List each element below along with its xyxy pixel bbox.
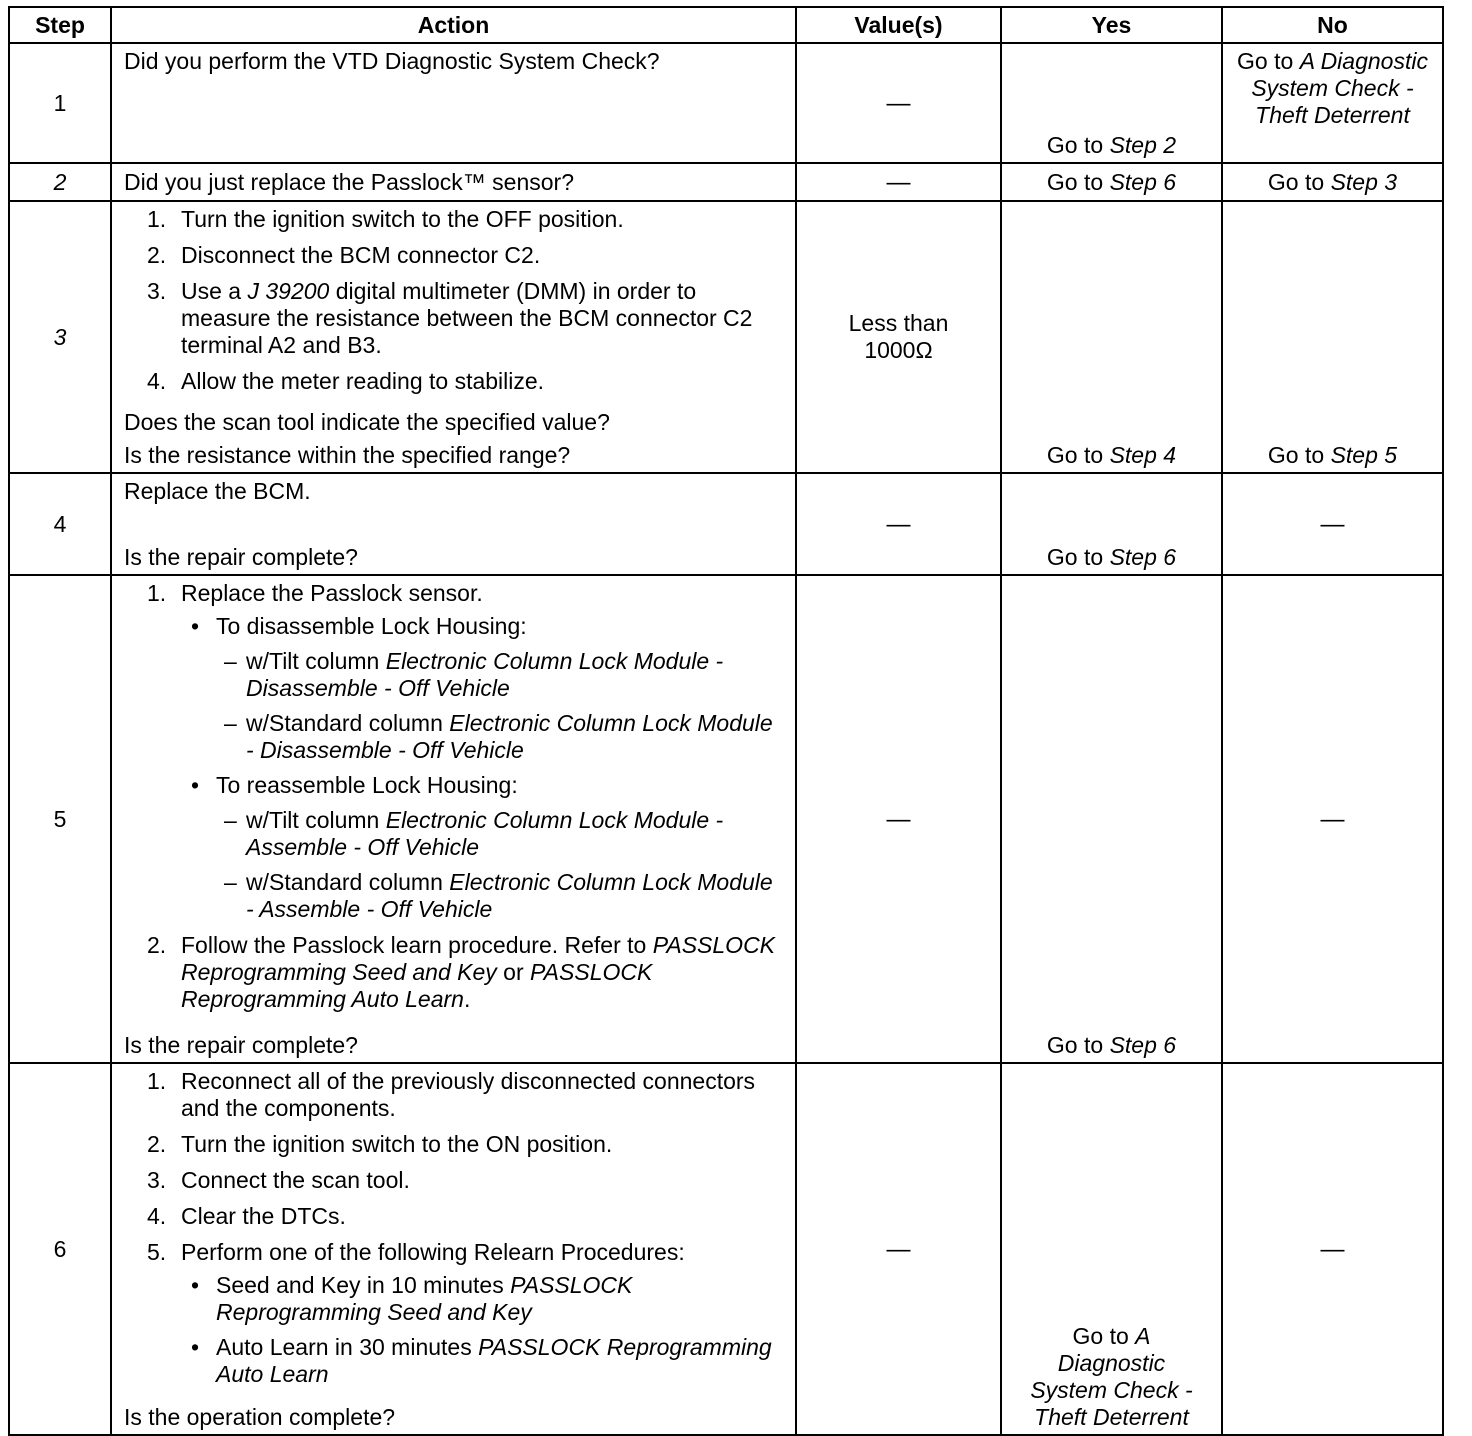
yes-prefix: Go to bbox=[1046, 442, 1110, 468]
step-number-text: 2 bbox=[53, 168, 67, 195]
value-cell bbox=[796, 43, 1001, 163]
table-header-row bbox=[9, 7, 1443, 43]
no-text: — bbox=[1320, 510, 1345, 538]
list-item: 2. Turn the ignition switch to the ON position. bbox=[147, 1131, 613, 1157]
value-cell bbox=[796, 1063, 1001, 1435]
value-text: — bbox=[886, 168, 911, 196]
action-question: Is the repair complete? bbox=[124, 1032, 358, 1058]
action-question: Is the repair complete? bbox=[124, 544, 358, 570]
table-row bbox=[9, 163, 1443, 201]
list-item: 3. Connect the scan tool. bbox=[147, 1167, 410, 1193]
list-item: • Seed and Key in 10 minutes PASSLOCK Reprogramming Seed and Key bbox=[191, 1272, 633, 1325]
header-step: Step bbox=[9, 7, 111, 43]
procedure-link[interactable]: PASSLOCK Reprogramming Seed and Key bbox=[216, 1272, 633, 1325]
value-text: — bbox=[886, 805, 911, 833]
step-6-instructions bbox=[124, 1068, 785, 1397]
action-question: Did you just replace the Passlock™ sensor? bbox=[124, 168, 574, 195]
yes-cell bbox=[1001, 473, 1222, 575]
list-item: • Auto Learn in 30 minutes PASSLOCK Reprogramming Auto Learn bbox=[191, 1334, 772, 1387]
step-number: 6 bbox=[9, 1063, 111, 1435]
yes-prefix: Go to bbox=[1046, 1032, 1110, 1058]
action-question: Does the scan tool indicate the specified value? bbox=[124, 409, 610, 435]
yes-cell bbox=[1001, 1063, 1222, 1435]
no-link[interactable]: A Diagnostic System Check - Theft Deterrent bbox=[1251, 48, 1428, 128]
diagnostic-table bbox=[8, 6, 1444, 1436]
value-cell bbox=[796, 201, 1001, 473]
yes-cell bbox=[1001, 43, 1222, 163]
action-instruction: Replace the BCM. bbox=[124, 478, 311, 504]
list-item: 1. Reconnect all of the previously disconnected connectors and the components. bbox=[147, 1068, 756, 1121]
no-prefix: Go to bbox=[1267, 168, 1331, 195]
value-text: — bbox=[886, 89, 911, 117]
yes-link[interactable]: Step 6 bbox=[1109, 1032, 1177, 1058]
list-item: 4. Clear the DTCs. bbox=[147, 1203, 346, 1229]
yes-link[interactable]: Step 2 bbox=[1109, 132, 1177, 158]
yes-prefix: Go to bbox=[1072, 1323, 1136, 1349]
step-5-instructions bbox=[124, 580, 785, 1022]
list-item: • To disassemble Lock Housing: – w/Tilt column Electronic Column Lock Module - Disassemble - Off Vehicle – w/Standard column Electronic Column Lock Module - Disassemble - Off Vehicle bbox=[181, 613, 785, 764]
list-item: 3. Use a J 39200 digital multimeter (DMM) in order to measure the resistance between the BCM connector C2 terminal A2 and B3. bbox=[147, 278, 753, 358]
step-number: 1 bbox=[9, 43, 111, 163]
list-item: – w/Standard column Electronic Column Lock Module - Disassemble - Off Vehicle bbox=[224, 710, 773, 763]
no-prefix: Go to bbox=[1267, 442, 1331, 468]
list-item: – w/Standard column Electronic Column Lock Module - Assemble - Off Vehicle bbox=[224, 869, 773, 922]
procedure-link[interactable]: Electronic Column Lock Module - Disassemble - Off Vehicle bbox=[246, 710, 773, 763]
list-item: 4. Allow the meter reading to stabilize. bbox=[147, 368, 545, 394]
procedure-link[interactable]: Electronic Column Lock Module - Disassemble - Off Vehicle bbox=[246, 648, 724, 701]
no-link[interactable]: Step 3 bbox=[1330, 168, 1398, 195]
action-cell bbox=[111, 1063, 796, 1435]
procedure-link[interactable]: PASSLOCK Reprogramming Auto Learn bbox=[181, 959, 653, 1012]
list-item: – w/Tilt column Electronic Column Lock Module - Disassemble - Off Vehicle bbox=[224, 648, 724, 701]
list-item: 1. Replace the Passlock sensor. • To disassemble Lock Housing: – w/Tilt column Electronic Column Lock Module - Disassemble - Off Vehicle – w/Standard column Electronic Column Lock Module - Disassemble - Off Vehicle • To reassemble Lock Housing: – w/Tilt column Electronic Column Lock Module - Assemble - Off Vehicle – w/Standard column Electronic Column Lock Module - Assemble - Off Vehicle bbox=[124, 580, 785, 923]
yes-cell bbox=[1001, 575, 1222, 1063]
action-question: Is the operation complete? bbox=[124, 1404, 396, 1430]
list-item: 1. Turn the ignition switch to the OFF position. bbox=[147, 206, 624, 232]
no-text: — bbox=[1320, 1235, 1345, 1263]
procedure-link[interactable]: Electronic Column Lock Module - Assemble - Off Vehicle bbox=[246, 869, 773, 922]
table-row bbox=[9, 201, 1443, 473]
action-cell bbox=[111, 163, 796, 201]
yes-cell bbox=[1001, 201, 1222, 473]
yes-prefix: Go to bbox=[1046, 168, 1110, 195]
step-number: 4 bbox=[9, 473, 111, 575]
value-text: — bbox=[886, 510, 911, 538]
yes-prefix: Go to bbox=[1046, 132, 1110, 158]
tool-reference: J 39200 bbox=[247, 278, 330, 304]
no-cell bbox=[1222, 43, 1443, 163]
list-item: 5. Perform one of the following Relearn Procedures: • Seed and Key in 10 minutes PASSLOCK Reprogramming Seed and Key • Auto Learn in 30 minutes PASSLOCK Reprogramming Auto Learn bbox=[124, 1239, 785, 1388]
yes-link[interactable]: A Diagnostic System Check - Theft Deterrent bbox=[1030, 1323, 1193, 1430]
value-cell bbox=[796, 163, 1001, 201]
procedure-link[interactable]: PASSLOCK Reprogramming Auto Learn bbox=[216, 1334, 772, 1387]
list-item: 2. Disconnect the BCM connector C2. bbox=[147, 242, 541, 268]
no-text: — bbox=[1320, 805, 1345, 833]
header-values: Value(s) bbox=[796, 7, 1001, 43]
no-link[interactable]: Step 5 bbox=[1330, 442, 1398, 468]
action-cell bbox=[111, 201, 796, 473]
no-cell bbox=[1222, 575, 1443, 1063]
yes-link[interactable]: Step 4 bbox=[1109, 442, 1177, 468]
value-cell bbox=[796, 575, 1001, 1063]
table-row bbox=[9, 575, 1443, 1063]
step-number bbox=[9, 201, 111, 473]
action-question: Did you perform the VTD Diagnostic System Check? bbox=[124, 48, 660, 74]
no-cell bbox=[1222, 163, 1443, 201]
header-action: Action bbox=[111, 7, 796, 43]
action-cell bbox=[111, 473, 796, 575]
yes-link[interactable]: Step 6 bbox=[1109, 544, 1177, 570]
action-cell bbox=[111, 43, 796, 163]
table-row bbox=[9, 473, 1443, 575]
step-3-instructions bbox=[124, 206, 785, 404]
list-item: • To reassemble Lock Housing: – w/Tilt column Electronic Column Lock Module - Assemble - Off Vehicle – w/Standard column Electronic Column Lock Module - Assemble - Off Vehicle bbox=[181, 772, 785, 923]
list-item: 2. Follow the Passlock learn procedure. Refer to PASSLOCK Reprogramming Seed and Key or PASSLOCK Reprogramming Auto Learn. bbox=[147, 932, 776, 1012]
step-number-text: 3 bbox=[53, 323, 67, 350]
value-text: Less than 1000Ω bbox=[848, 310, 949, 363]
step-number: 5 bbox=[9, 575, 111, 1063]
yes-cell bbox=[1001, 163, 1222, 201]
header-no: No bbox=[1222, 7, 1443, 43]
list-item: – w/Tilt column Electronic Column Lock Module - Assemble - Off Vehicle bbox=[224, 807, 724, 860]
yes-link[interactable]: Step 6 bbox=[1109, 168, 1177, 195]
procedure-link[interactable]: Electronic Column Lock Module - Assemble - Off Vehicle bbox=[246, 807, 724, 860]
no-prefix: Go to bbox=[1237, 48, 1300, 74]
yes-prefix: Go to bbox=[1046, 544, 1110, 570]
step-number bbox=[9, 163, 111, 201]
no-cell bbox=[1222, 1063, 1443, 1435]
value-cell bbox=[796, 473, 1001, 575]
action-question: Is the resistance within the specified range? bbox=[124, 442, 571, 468]
table-row bbox=[9, 43, 1443, 163]
header-yes: Yes bbox=[1001, 7, 1222, 43]
action-cell bbox=[111, 575, 796, 1063]
no-cell bbox=[1222, 473, 1443, 575]
no-cell bbox=[1222, 201, 1443, 473]
value-text: — bbox=[886, 1235, 911, 1263]
table-row bbox=[9, 1063, 1443, 1435]
procedure-link[interactable]: PASSLOCK Reprogramming Seed and Key bbox=[181, 932, 776, 985]
